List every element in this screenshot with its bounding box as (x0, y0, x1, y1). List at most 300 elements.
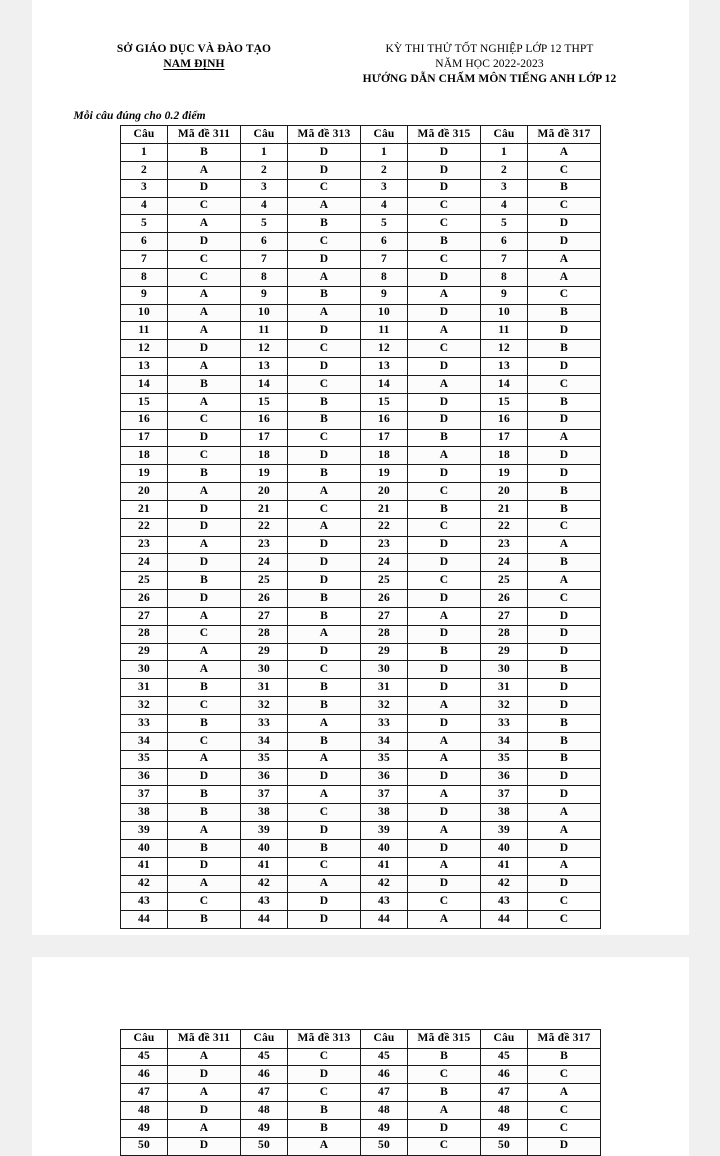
question-number-311: 10 (121, 304, 168, 322)
question-number-317: 31 (481, 679, 528, 697)
table-row (121, 607, 601, 625)
question-number-317: 25 (481, 572, 528, 590)
col-header-cau-313: Câu (241, 125, 288, 144)
question-number-317: 45 (481, 1048, 528, 1066)
question-number-311: 50 (121, 1137, 168, 1155)
question-number-317: 43 (481, 893, 528, 911)
answer-cell-311: A (168, 1048, 241, 1066)
answer-key-title: HƯỚNG DẪN CHẤM MÔN TIẾNG ANH LỚP 12 (362, 73, 617, 86)
question-number-315: 6 (361, 233, 408, 251)
question-number-317: 24 (481, 554, 528, 572)
question-number-311: 18 (121, 447, 168, 465)
answer-cell-313: D (288, 251, 361, 269)
answer-cell-313: B (288, 411, 361, 429)
document-page-1 (32, 0, 689, 935)
table-row (121, 375, 601, 393)
answer-cell-317: A (528, 1084, 601, 1102)
question-number-311: 45 (121, 1048, 168, 1066)
question-number-311: 40 (121, 839, 168, 857)
answer-cell-311: A (168, 322, 241, 340)
answer-cell-315: D (408, 144, 481, 162)
question-number-317: 32 (481, 697, 528, 715)
table-row (121, 839, 601, 857)
answer-cell-311: A (168, 286, 241, 304)
answer-cell-315: A (408, 1102, 481, 1120)
answer-cell-315: A (408, 447, 481, 465)
question-number-315: 15 (361, 393, 408, 411)
province-name: NAM ĐỊNH (163, 58, 225, 71)
table-row (121, 822, 601, 840)
answer-cell-315: C (408, 197, 481, 215)
answer-cell-317: D (528, 358, 601, 376)
table-row (121, 268, 601, 286)
table-row (121, 643, 601, 661)
answer-cell-315: A (408, 786, 481, 804)
answer-cell-317: D (528, 875, 601, 893)
answer-cell-311: C (168, 197, 241, 215)
question-number-311: 11 (121, 322, 168, 340)
table-row (121, 1048, 601, 1066)
answer-table-2-body (121, 1048, 601, 1155)
table-row (121, 518, 601, 536)
answer-cell-315: A (408, 607, 481, 625)
question-number-317: 48 (481, 1102, 528, 1120)
col-header-cau-315: Câu (361, 1030, 408, 1049)
answer-cell-315: C (408, 1066, 481, 1084)
question-number-313: 20 (241, 483, 288, 501)
answer-cell-315: B (408, 500, 481, 518)
table-row (121, 429, 601, 447)
question-number-313: 45 (241, 1048, 288, 1066)
question-number-317: 28 (481, 625, 528, 643)
answer-cell-311: C (168, 447, 241, 465)
answer-cell-313: B (288, 393, 361, 411)
question-number-317: 26 (481, 590, 528, 608)
table-row (121, 750, 601, 768)
answer-cell-311: B (168, 572, 241, 590)
department-name: SỞ GIÁO DỤC VÀ ĐÀO TẠO (116, 43, 272, 55)
answer-cell-313: A (288, 483, 361, 501)
answer-cell-315: C (408, 251, 481, 269)
answer-cell-317: C (528, 911, 601, 929)
answer-cell-317: C (528, 1102, 601, 1120)
question-number-317: 33 (481, 715, 528, 733)
question-number-313: 46 (241, 1066, 288, 1084)
question-number-311: 46 (121, 1066, 168, 1084)
question-number-313: 8 (241, 268, 288, 286)
answer-cell-315: D (408, 804, 481, 822)
question-number-313: 12 (241, 340, 288, 358)
question-number-317: 29 (481, 643, 528, 661)
answer-cell-317: B (528, 340, 601, 358)
question-number-317: 6 (481, 233, 528, 251)
question-number-315: 25 (361, 572, 408, 590)
answer-cell-315: C (408, 893, 481, 911)
question-number-313: 35 (241, 750, 288, 768)
table-row (121, 804, 601, 822)
question-number-315: 33 (361, 715, 408, 733)
question-number-315: 16 (361, 411, 408, 429)
question-number-315: 13 (361, 358, 408, 376)
question-number-315: 12 (361, 340, 408, 358)
question-number-317: 38 (481, 804, 528, 822)
answer-cell-317: A (528, 857, 601, 875)
table-row (121, 322, 601, 340)
answer-cell-315: A (408, 697, 481, 715)
col-header-made-313: Mã đề 313 (288, 1030, 361, 1049)
table-row (121, 144, 601, 162)
table-header-row (121, 125, 601, 144)
answer-cell-315: C (408, 572, 481, 590)
question-number-311: 23 (121, 536, 168, 554)
col-header-made-317: Mã đề 317 (528, 125, 601, 144)
answer-cell-317: D (528, 1137, 601, 1155)
answer-cell-313: B (288, 590, 361, 608)
answer-cell-315: D (408, 358, 481, 376)
question-number-311: 21 (121, 500, 168, 518)
answer-cell-311: B (168, 465, 241, 483)
col-header-made-317: Mã đề 317 (528, 1030, 601, 1049)
question-number-313: 10 (241, 304, 288, 322)
answer-cell-315: D (408, 625, 481, 643)
table-row (121, 572, 601, 590)
question-number-317: 35 (481, 750, 528, 768)
question-number-317: 36 (481, 768, 528, 786)
answer-cell-313: D (288, 358, 361, 376)
col-header-made-311: Mã đề 311 (168, 1030, 241, 1049)
answer-cell-315: A (408, 322, 481, 340)
answer-cell-311: A (168, 607, 241, 625)
answer-cell-311: D (168, 500, 241, 518)
answer-cell-315: C (408, 1137, 481, 1155)
table-row (121, 215, 601, 233)
answer-cell-315: D (408, 679, 481, 697)
table-row (121, 358, 601, 376)
table-row (121, 483, 601, 501)
answer-cell-315: C (408, 518, 481, 536)
question-number-313: 33 (241, 715, 288, 733)
answer-table-2-head (121, 1030, 601, 1049)
answer-cell-315: D (408, 715, 481, 733)
answer-cell-311: B (168, 839, 241, 857)
question-number-315: 20 (361, 483, 408, 501)
question-number-313: 48 (241, 1102, 288, 1120)
answer-table-1-body (121, 144, 601, 929)
answer-cell-317: D (528, 215, 601, 233)
answer-cell-317: A (528, 822, 601, 840)
question-number-311: 24 (121, 554, 168, 572)
question-number-317: 3 (481, 179, 528, 197)
answer-cell-313: A (288, 197, 361, 215)
answer-cell-317: C (528, 161, 601, 179)
table-row (121, 768, 601, 786)
answer-cell-317: D (528, 625, 601, 643)
answer-cell-315: C (408, 215, 481, 233)
answer-cell-311: D (168, 340, 241, 358)
question-number-311: 48 (121, 1102, 168, 1120)
question-number-317: 22 (481, 518, 528, 536)
table-row (121, 161, 601, 179)
question-number-315: 39 (361, 822, 408, 840)
table-row (121, 1137, 601, 1155)
answer-cell-313: B (288, 679, 361, 697)
answer-cell-313: D (288, 1066, 361, 1084)
answer-cell-317: B (528, 483, 601, 501)
letterhead (62, 42, 659, 88)
question-number-317: 23 (481, 536, 528, 554)
answer-cell-311: B (168, 375, 241, 393)
question-number-311: 39 (121, 822, 168, 840)
question-number-315: 36 (361, 768, 408, 786)
answer-cell-313: C (288, 233, 361, 251)
answer-cell-317: B (528, 661, 601, 679)
question-number-315: 43 (361, 893, 408, 911)
question-number-311: 29 (121, 643, 168, 661)
question-number-313: 17 (241, 429, 288, 447)
answer-cell-313: B (288, 215, 361, 233)
question-number-315: 30 (361, 661, 408, 679)
question-number-317: 41 (481, 857, 528, 875)
answer-cell-313: C (288, 375, 361, 393)
answer-cell-311: D (168, 179, 241, 197)
question-number-313: 40 (241, 839, 288, 857)
question-number-315: 14 (361, 375, 408, 393)
question-number-315: 26 (361, 590, 408, 608)
question-number-311: 2 (121, 161, 168, 179)
answer-cell-315: A (408, 911, 481, 929)
answer-cell-313: D (288, 911, 361, 929)
table-row (121, 590, 601, 608)
answer-cell-313: D (288, 144, 361, 162)
answer-cell-317: C (528, 1119, 601, 1137)
answer-cell-315: A (408, 857, 481, 875)
answer-cell-311: D (168, 1137, 241, 1155)
question-number-315: 19 (361, 465, 408, 483)
table-row (121, 1119, 601, 1137)
answer-cell-311: D (168, 518, 241, 536)
question-number-317: 30 (481, 661, 528, 679)
answer-cell-311: C (168, 251, 241, 269)
answer-cell-315: D (408, 536, 481, 554)
answer-cell-311: B (168, 715, 241, 733)
answer-cell-315: D (408, 411, 481, 429)
question-number-315: 41 (361, 857, 408, 875)
table-row (121, 1102, 601, 1120)
answer-cell-313: B (288, 1102, 361, 1120)
question-number-315: 24 (361, 554, 408, 572)
answer-cell-315: B (408, 1084, 481, 1102)
question-number-311: 15 (121, 393, 168, 411)
question-number-313: 36 (241, 768, 288, 786)
question-number-311: 3 (121, 179, 168, 197)
question-number-313: 31 (241, 679, 288, 697)
answer-cell-315: C (408, 483, 481, 501)
question-number-311: 19 (121, 465, 168, 483)
answer-cell-317: C (528, 590, 601, 608)
answer-cell-317: B (528, 500, 601, 518)
table-row (121, 286, 601, 304)
question-number-313: 18 (241, 447, 288, 465)
answer-cell-311: A (168, 643, 241, 661)
answer-cell-313: A (288, 304, 361, 322)
answer-cell-311: A (168, 393, 241, 411)
question-number-317: 12 (481, 340, 528, 358)
answer-cell-311: A (168, 304, 241, 322)
table-row (121, 536, 601, 554)
question-number-315: 29 (361, 643, 408, 661)
question-number-313: 49 (241, 1119, 288, 1137)
answer-cell-311: C (168, 893, 241, 911)
answer-cell-315: D (408, 554, 481, 572)
answer-cell-315: D (408, 768, 481, 786)
question-number-313: 3 (241, 179, 288, 197)
answer-cell-311: C (168, 732, 241, 750)
question-number-317: 49 (481, 1119, 528, 1137)
question-number-313: 11 (241, 322, 288, 340)
answer-cell-311: A (168, 822, 241, 840)
answer-cell-311: D (168, 1066, 241, 1084)
answer-cell-317: D (528, 697, 601, 715)
answer-cell-311: C (168, 625, 241, 643)
question-number-315: 21 (361, 500, 408, 518)
exam-title: KỲ THI THỬ TỐT NGHIỆP LỚP 12 THPT (385, 43, 594, 55)
answer-cell-315: D (408, 465, 481, 483)
table-row (121, 465, 601, 483)
answer-cell-317: D (528, 643, 601, 661)
question-number-313: 15 (241, 393, 288, 411)
question-number-311: 22 (121, 518, 168, 536)
answer-cell-315: C (408, 340, 481, 358)
answer-cell-315: A (408, 375, 481, 393)
answer-cell-313: A (288, 518, 361, 536)
answer-cell-311: B (168, 786, 241, 804)
table-row (121, 715, 601, 733)
question-number-317: 42 (481, 875, 528, 893)
question-number-313: 19 (241, 465, 288, 483)
answer-cell-317: A (528, 268, 601, 286)
question-number-313: 1 (241, 144, 288, 162)
table-row (121, 893, 601, 911)
answer-table-page-1 (120, 125, 601, 930)
question-number-317: 20 (481, 483, 528, 501)
answer-cell-311: A (168, 483, 241, 501)
answer-cell-311: D (168, 233, 241, 251)
question-number-315: 49 (361, 1119, 408, 1137)
question-number-311: 37 (121, 786, 168, 804)
question-number-313: 28 (241, 625, 288, 643)
question-number-315: 45 (361, 1048, 408, 1066)
answer-cell-313: D (288, 322, 361, 340)
table-row (121, 911, 601, 929)
question-number-313: 44 (241, 911, 288, 929)
question-number-315: 9 (361, 286, 408, 304)
table-row (121, 411, 601, 429)
table-row (121, 786, 601, 804)
question-number-311: 41 (121, 857, 168, 875)
question-number-311: 35 (121, 750, 168, 768)
table-row (121, 251, 601, 269)
answer-cell-313: D (288, 572, 361, 590)
answer-cell-317: D (528, 607, 601, 625)
letterhead-right (317, 42, 659, 88)
col-header-cau-317: Câu (481, 125, 528, 144)
answer-cell-315: B (408, 429, 481, 447)
answer-cell-313: B (288, 1119, 361, 1137)
answer-cell-317: D (528, 447, 601, 465)
question-number-317: 40 (481, 839, 528, 857)
answer-cell-315: D (408, 590, 481, 608)
question-number-313: 13 (241, 358, 288, 376)
table-row (121, 197, 601, 215)
question-number-317: 44 (481, 911, 528, 929)
answer-cell-313: C (288, 500, 361, 518)
answer-cell-317: D (528, 768, 601, 786)
table-row (121, 179, 601, 197)
question-number-313: 29 (241, 643, 288, 661)
question-number-311: 36 (121, 768, 168, 786)
answer-cell-311: D (168, 1102, 241, 1120)
answer-cell-317: C (528, 197, 601, 215)
document-page-2 (32, 957, 689, 1156)
question-number-315: 50 (361, 1137, 408, 1155)
col-header-cau-315: Câu (361, 125, 408, 144)
answer-cell-315: D (408, 268, 481, 286)
answer-cell-313: C (288, 1084, 361, 1102)
scoring-note: Mỗi câu đúng cho 0.2 điểm (73, 109, 206, 122)
table-row (121, 233, 601, 251)
answer-table-1-head (121, 125, 601, 144)
question-number-311: 16 (121, 411, 168, 429)
answer-cell-313: C (288, 429, 361, 447)
col-header-made-313: Mã đề 313 (288, 125, 361, 144)
col-header-cau-311: Câu (121, 125, 168, 144)
question-number-315: 3 (361, 179, 408, 197)
question-number-311: 27 (121, 607, 168, 625)
question-number-315: 4 (361, 197, 408, 215)
answer-cell-315: A (408, 822, 481, 840)
answer-cell-317: A (528, 572, 601, 590)
answer-cell-315: A (408, 732, 481, 750)
answer-cell-313: B (288, 607, 361, 625)
school-year: NĂM HỌC 2022-2023 (435, 58, 544, 71)
question-number-317: 18 (481, 447, 528, 465)
question-number-311: 17 (121, 429, 168, 447)
answer-cell-317: A (528, 804, 601, 822)
question-number-313: 23 (241, 536, 288, 554)
answer-cell-317: B (528, 732, 601, 750)
table-row (121, 554, 601, 572)
question-number-313: 43 (241, 893, 288, 911)
question-number-317: 13 (481, 358, 528, 376)
question-number-315: 42 (361, 875, 408, 893)
answer-table-page-2 (120, 1029, 601, 1156)
answer-cell-317: B (528, 393, 601, 411)
table-row (121, 732, 601, 750)
question-number-317: 19 (481, 465, 528, 483)
question-number-311: 7 (121, 251, 168, 269)
question-number-313: 27 (241, 607, 288, 625)
answer-cell-317: D (528, 322, 601, 340)
answer-cell-317: B (528, 304, 601, 322)
question-number-311: 43 (121, 893, 168, 911)
answer-cell-313: C (288, 1048, 361, 1066)
question-number-313: 16 (241, 411, 288, 429)
answer-cell-317: B (528, 179, 601, 197)
question-number-315: 28 (361, 625, 408, 643)
answer-cell-311: A (168, 536, 241, 554)
question-number-313: 22 (241, 518, 288, 536)
question-number-315: 1 (361, 144, 408, 162)
